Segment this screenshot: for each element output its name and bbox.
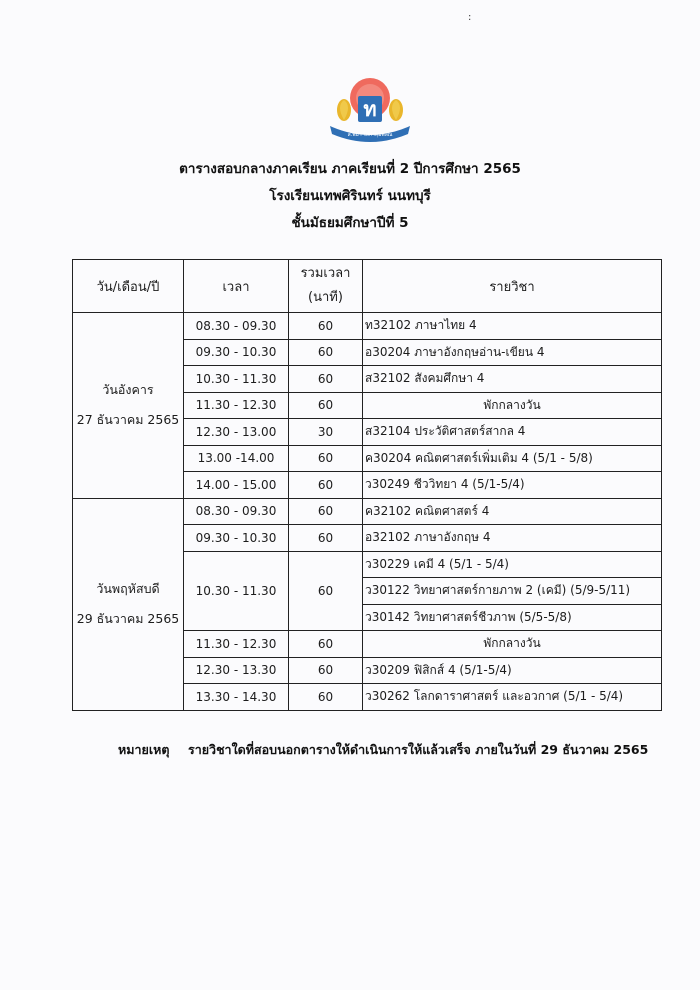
svg-text:ส.พิมา โลกาทุมพลัณ: ส.พิมา โลกาทุมพลัณ <box>347 132 393 138</box>
table-row: วันอังคาร 27 ธันวาคม 2565 08.30 - 09.30 60 ท32102 ภาษาไทย 4 <box>73 313 662 340</box>
table-row: ว30122 วิทยาศาสตร์กายภาพ 2 (เคมี) (5/9-5/11) <box>73 578 662 605</box>
table-row: 13.30 - 14.30 60 ว30262 โลกดาราศาสตร์ และอวกาศ (5/1 - 5/4) <box>73 684 662 711</box>
exam-title: ตารางสอบกลางภาคเรียน ภาคเรียนที่ 2 ปีการศึกษา 2565 <box>179 161 521 177</box>
table-row-break: 11.30 - 12.30 60 พักกลางวัน <box>73 631 662 658</box>
table-row: ว30142 วิทยาศาสตร์ชีวภาพ (5/5-5/8) <box>73 604 662 631</box>
school-logo <box>322 70 418 146</box>
grade-level: ชั้นมัธยมศึกษาปีที่ 5 <box>291 215 409 231</box>
header-subject: รายวิชา <box>363 260 662 313</box>
header-time: เวลา <box>184 260 289 313</box>
lunch-break: พักกลางวัน <box>363 631 662 658</box>
table-row: 12.30 - 13.00 30 ส32104 ประวัติศาสตร์สากล 4 <box>73 419 662 446</box>
table-row: 14.00 - 15.00 60 ว30249 ชีววิทยา 4 (5/1-5/4) <box>73 472 662 499</box>
table-row: 13.00 -14.00 60 ค30204 คณิตศาสตร์เพิ่มเติม 4 (5/1 - 5/8) <box>73 445 662 472</box>
table-row: 10.30 - 11.30 60 ว30229 เคมี 4 (5/1 - 5/4) <box>73 551 662 578</box>
school-name: โรงเรียนเทพศิรินทร์ นนทบุรี <box>269 188 431 204</box>
page-mark: : <box>468 12 472 23</box>
table-row-break: 11.30 - 12.30 60 พักกลางวัน <box>73 392 662 419</box>
table-row: 09.30 - 10.30 60 อ32102 ภาษาอังกฤษ 4 <box>73 525 662 552</box>
header-row <box>73 260 662 313</box>
note-label: หมายเหตุ <box>118 742 170 757</box>
table-row: 12.30 - 13.30 60 ว30209 ฟิสิกส์ 4 (5/1-5/4) <box>73 657 662 684</box>
table-row: วันพฤหัสบดี 29 ธันวาคม 2565 08.30 - 09.30 60 ค32102 คณิตศาสตร์ 4 <box>73 498 662 525</box>
lunch-break: พักกลางวัน <box>363 392 662 419</box>
day1-cell: วันอังคาร 27 ธันวาคม 2565 <box>73 313 184 499</box>
exam-schedule-table <box>72 259 662 711</box>
note-text: รายวิชาใดที่สอบนอกตารางให้ดำเนินการให้แล้วเสร็จ ภายในวันที่ 29 ธันวาคม 2565 <box>188 742 649 757</box>
day2-cell: วันพฤหัสบดี 29 ธันวาคม 2565 <box>73 498 184 710</box>
svg-text:ท: ท <box>363 97 377 121</box>
header-duration: รวมเวลา (นาที) <box>289 260 363 313</box>
table-row: 09.30 - 10.30 60 อ30204 ภาษาอังกฤษอ่าน-เขียน 4 <box>73 339 662 366</box>
header-date: วัน/เดือน/ปี <box>73 260 184 313</box>
table-row: 10.30 - 11.30 60 ส32102 สังคมศึกษา 4 <box>73 366 662 393</box>
